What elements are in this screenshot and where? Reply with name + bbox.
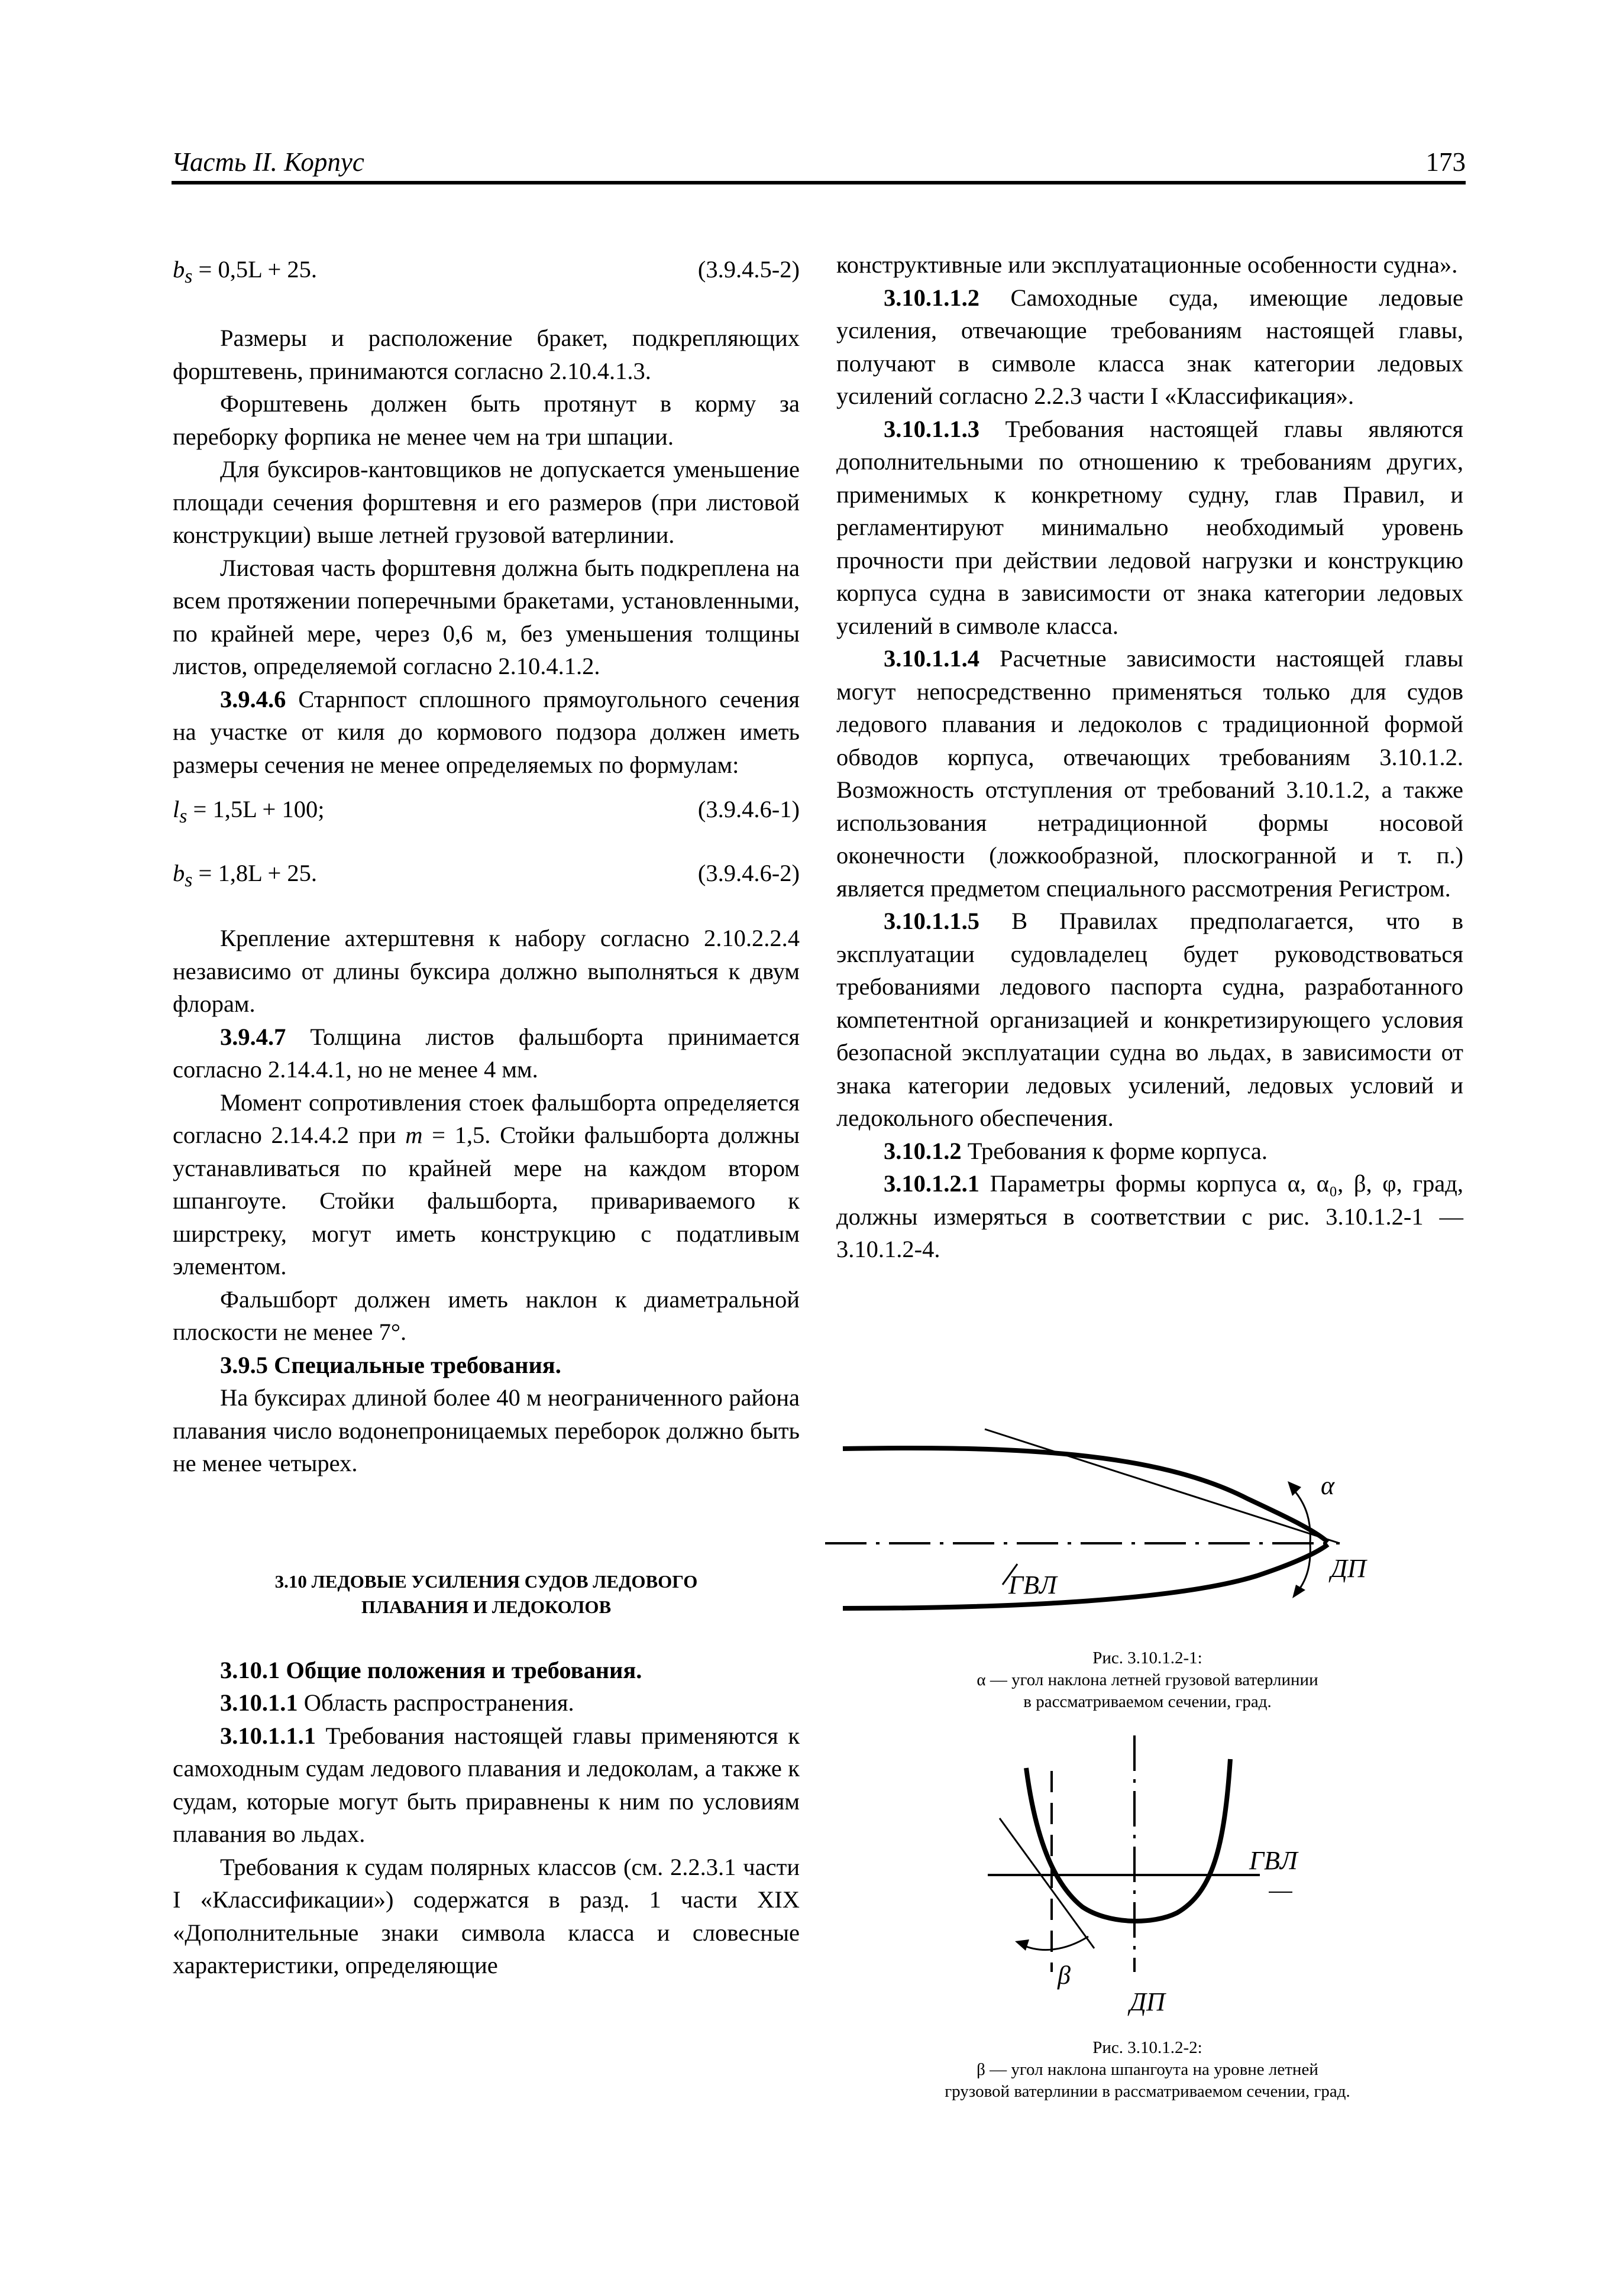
clause-number: 3.10.1.2	[884, 1137, 962, 1164]
right-column	[836, 248, 1463, 1266]
clause-number: 3.10.1.1.4	[884, 645, 979, 672]
formula-3-9-4-6-2	[173, 857, 800, 890]
chapter-title-line: ПЛАВАНИЯ И ЛЕДОКОЛОВ	[361, 1596, 612, 1617]
paragraph-text: Параметры формы корпуса α, α₀, β, φ, град, должны измеряться в соответствии с рис. 3.10.1.2-1 — 3.10.1.2-4.	[836, 1170, 1463, 1262]
formula-number: (3.9.4.6-1)	[697, 796, 800, 822]
angle-arc-arrow	[1288, 1481, 1301, 1496]
paragraph-text: Область распространения.	[298, 1689, 574, 1716]
paragraph-text: Момент сопротивления стоек фальшборта определяется согласно 2.14.4.2 при	[173, 1089, 800, 1148]
figure-caption	[864, 1647, 1431, 1713]
formula-number: (3.9.4.5-2)	[697, 256, 800, 283]
caption-line: грузовой ватерлинии в рассматриваемом сечении, град.	[945, 2082, 1350, 2101]
figure-waterline-angle	[825, 1422, 1464, 1635]
chapter-title-line: 3.10 ЛЕДОВЫЕ УСИЛЕНИЯ СУДОВ ЛЕДОВОГО	[274, 1570, 698, 1592]
paragraph: На буксирах длиной более 40 м неограниченного района плавания число водонепроницаемых переборок должно быть не менее четырех.	[173, 1384, 800, 1476]
angle-arc	[1292, 1488, 1310, 1543]
caption-line: Рис. 3.10.1.2-2:	[1092, 2038, 1202, 2057]
paragraph	[173, 683, 800, 782]
formula-lhs: b	[173, 256, 185, 283]
clause-number: 3.9.4.6	[220, 685, 286, 713]
beta-arc	[1023, 1936, 1088, 1950]
paragraph: Размеры и расположение бракет, подкрепляющих форштевень, принимаются согласно 2.10.4.1.3.	[173, 325, 800, 384]
paragraph	[173, 1021, 800, 1086]
formula-3-9-4-6-1	[173, 793, 800, 826]
formula-subscript: s	[179, 805, 187, 828]
formula-rhs: = 1,8L + 25.	[192, 860, 318, 886]
paragraph: Листовая часть форштевня должна быть подкреплена на всем протяжении поперечными бракетами, установленными, по крайней мере, через 0,6 м, без уменьшения толщины листов, определяемой согласно 2.10.4.1.2.	[173, 554, 800, 679]
formula-number: (3.9.4.6-2)	[697, 860, 800, 886]
clause-number: 3.10.1.1.2	[884, 284, 979, 311]
clause-number: 3.10.1.1.5	[884, 908, 979, 934]
paragraph-text: Старнпост сплошного прямоугольного сечения на участке от киля до кормового подзора должен иметь размеры сечения не менее определяемых по формулам:	[173, 685, 800, 778]
formula-3-9-4-5-2	[173, 253, 800, 286]
alpha-label: α	[1321, 1471, 1335, 1500]
clause-number: 3.10.1.1.1	[220, 1722, 316, 1749]
section-heading: 3.10.1 Общие положения и требования.	[220, 1656, 642, 1683]
paragraph-text: В Правилах предполагается, что в эксплуатации судовладелец будет руководствоваться требованиями ледового паспорта судна, разработанного компетентной организацией и конкретизирующего условия безопасной эксплуатации судна во льдах, в зависимости от знака категории ледовых усилений, ледовых условий и ледокольного обеспечения.	[836, 908, 1463, 1131]
paragraph-text: Расчетные зависимости настоящей главы могут непосредственно применяться только для судов ледового плавания и ледоколов с традиционной формой обводов корпуса, отвечающих требованиям 3.10.1.2. Возможность отступления от требований 3.10.1.2, а также использования нетрадиционной формы носовой оконечности (ложкообразной, плоскогранной и т. п.) является предметом специального рассмотрения Регистром.	[836, 645, 1463, 902]
dp-label: ДП	[1130, 1987, 1165, 2016]
paragraph	[836, 642, 1463, 905]
beta-arc-arrow	[1015, 1939, 1029, 1951]
left-column	[173, 248, 800, 1982]
formula-subscript: s	[185, 265, 193, 288]
paragraph-text: Самоходные суда, имеющие ледовые усиления, отвечающие требованиям настоящей главы, получают в символе класса знак категории ледовых усилений согласно 2.2.3 части I «Классификация».	[836, 284, 1463, 409]
header-title: Часть II. Корпус	[172, 147, 364, 177]
gvl-label: ГВЛ	[1008, 1570, 1057, 1599]
caption-line: Рис. 3.10.1.2-1:	[1092, 1649, 1202, 1667]
paragraph	[836, 905, 1463, 1135]
clause-number: 3.9.4.7	[220, 1023, 286, 1050]
formula-subscript: s	[185, 869, 193, 892]
paragraph: конструктивные или эксплуатационные особенности судна».	[836, 251, 1458, 278]
paragraph-text: Требования к форме корпуса.	[961, 1137, 1268, 1164]
angle-arc-lower	[1298, 1543, 1310, 1591]
clause-number: 3.10.1.1	[220, 1689, 298, 1716]
caption-line: в рассматриваемом сечении, град.	[1023, 1692, 1272, 1711]
figure-caption	[834, 2037, 1461, 2103]
math-variable: m	[405, 1122, 423, 1148]
clause-number: 3.10.1.2.1	[884, 1170, 979, 1197]
paragraph-text: = 1,5. Стойки фальшборта должны устанавливаться по крайней мере на каждом втором шпангоуте. Стойки фальшборта, привариваемого к ширстреку, могут иметь конструкцию с податливым элементом.	[173, 1122, 800, 1280]
formula-lhs: b	[173, 860, 185, 886]
paragraph: Для буксиров-кантовщиков не допускается уменьшение площади сечения форштевня и его размеров (при листовой конструкции) выше летней грузовой ватерлинии.	[173, 456, 800, 548]
section-heading: 3.9.5 Специальные требования.	[220, 1351, 561, 1378]
paragraph	[836, 1167, 1463, 1266]
caption-line: β — угол наклона шпангоута на уровне летней	[977, 2060, 1318, 2079]
paragraph-text: Требования настоящей главы являются дополнительными по отношению к требованиям других, применимых к конкретному судну, глав Правил, и регламентируют минимально необходимый уровень прочности при действии ледовой нагрузки и конструкцию корпуса судна в зависимости от знака категории ледовых усилений в символе класса.	[836, 415, 1463, 639]
page-number: 173	[1425, 147, 1466, 177]
tangent-line	[985, 1429, 1340, 1543]
paragraph-text: Требования настоящей главы применяются к самоходным судам ледового плавания и ледоколам, а также к судам, которые могут быть приравнены к ним по условиям плавания во льдах.	[173, 1722, 800, 1847]
paragraph	[173, 1686, 800, 1719]
paragraph	[836, 1135, 1463, 1168]
hull-lower-line	[843, 1544, 1328, 1608]
chapter-title	[173, 1569, 800, 1620]
paragraph: Форштевень должен быть протянут в корму за переборку форпика не менее чем на три шпации.	[173, 390, 800, 450]
clause-number: 3.10.1.1.3	[884, 415, 979, 442]
gvl-label: ГВЛ	[1249, 1846, 1298, 1875]
caption-line: α — угол наклона летней грузовой ватерлинии	[977, 1670, 1318, 1689]
dp-label: ДП	[1331, 1554, 1366, 1583]
formula-rhs: = 1,5L + 100;	[187, 796, 325, 822]
angle-arc-arrow-lower	[1292, 1585, 1305, 1598]
beta-label: β	[1058, 1961, 1071, 1990]
formula-lhs: l	[173, 796, 180, 822]
paragraph	[836, 281, 1463, 413]
paragraph-text: Толщина листов фальшборта принимается согласно 2.14.4.1, но не менее 4 мм.	[173, 1023, 800, 1083]
frame-tangent	[1000, 1818, 1094, 1948]
paragraph	[836, 413, 1463, 643]
running-header	[172, 147, 1466, 184]
paragraph	[173, 1086, 800, 1283]
paragraph: Требования к судам полярных классов (см. 2.2.3.1 части I «Классификации») содержатся в разд. 1 части XIX «Дополнительные знаки символа класса и словесные характеристики, определяющие	[173, 1853, 800, 1978]
paragraph: Фальшборт должен иметь наклон к диаметральной плоскости не менее 7°.	[173, 1285, 800, 1345]
paragraph	[173, 1719, 800, 1851]
formula-rhs: = 0,5L + 25.	[192, 256, 318, 283]
paragraph: Крепление ахтерштевня к набору согласно 2.10.2.2.4 независимо от длины буксира должно выполняться к двум флорам.	[173, 925, 800, 1017]
figure-frame-angle	[982, 1735, 1325, 2043]
